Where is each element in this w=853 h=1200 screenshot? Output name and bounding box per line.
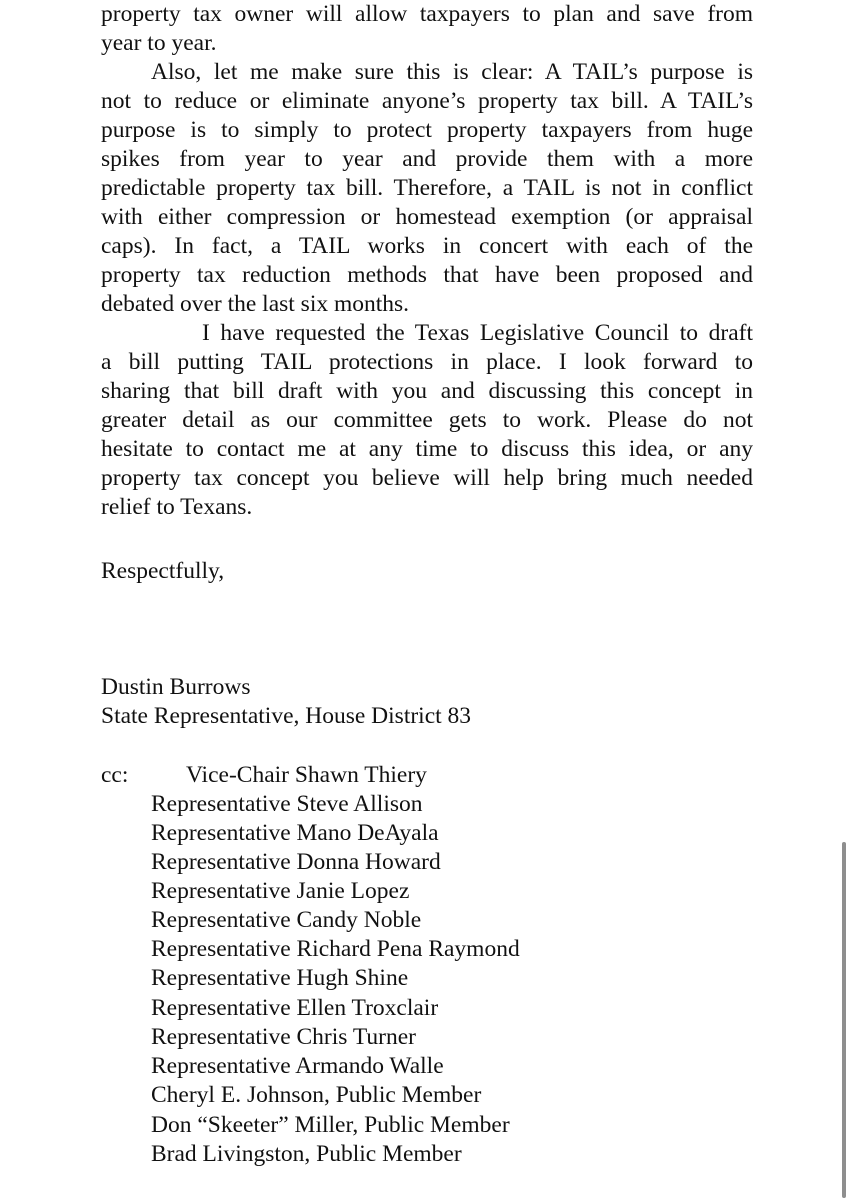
cc-recipient: Vice-Chair Shawn Thiery — [186, 762, 427, 788]
paragraph-3-line-3: sharing that bill draft with you and discussing this concept in — [101, 378, 753, 404]
paragraph-3-line-4: greater detail as our committee gets to work. Please do not — [101, 407, 753, 433]
paragraph-2-line-8: property tax reduction methods that have been proposed and — [101, 262, 753, 288]
cc-recipient: Brad Livingston, Public Member — [151, 1141, 462, 1167]
cc-label: cc: — [101, 762, 129, 788]
cc-recipient: Representative Chris Turner — [151, 1024, 416, 1050]
cc-recipient: Representative Armando Walle — [151, 1053, 444, 1079]
cc-recipient: Representative Hugh Shine — [151, 965, 409, 991]
paragraph-2-line-7: caps). In fact, a TAIL works in concert with each of the — [101, 233, 753, 259]
cc-recipient: Representative Candy Noble — [151, 907, 422, 933]
cc-recipient: Representative Richard Pena Raymond — [151, 936, 520, 962]
paragraph-2-line-1: Also, let me make sure this is clear: A TAIL’s purpose is — [151, 59, 753, 85]
paragraph-3-line-1: I have requested the Texas Legislative Council to draft — [202, 320, 753, 346]
paragraph-2-line-6: with either compression or homestead exemption (or appraisal — [101, 204, 753, 230]
signer-name: Dustin Burrows — [101, 674, 251, 700]
paragraph-1-line-1: property tax owner will allow taxpayers to plan and save from — [101, 1, 753, 27]
paragraph-3-line-2: a bill putting TAIL protections in place. I look forward to — [101, 349, 753, 375]
cc-recipient: Don “Skeeter” Miller, Public Member — [151, 1112, 510, 1138]
paragraph-2-line-9: debated over the last six months. — [101, 291, 410, 317]
paragraph-3-line-7: relief to Texans. — [101, 494, 253, 520]
cc-recipient: Representative Ellen Troxclair — [151, 995, 439, 1021]
cc-recipient: Representative Steve Allison — [151, 791, 423, 817]
signer-title: State Representative, House District 83 — [101, 703, 472, 729]
paragraph-2-line-3: purpose is to simply to protect property taxpayers from huge — [101, 117, 753, 143]
cc-recipient: Representative Mano DeAyala — [151, 820, 439, 846]
closing-salutation: Respectfully, — [101, 558, 225, 584]
paragraph-2-line-5: predictable property tax bill. Therefore, a TAIL is not in conflict — [101, 175, 753, 201]
paragraph-3-line-6: property tax concept you believe will help bring much needed — [101, 465, 753, 491]
vertical-scrollbar[interactable] — [842, 842, 846, 1198]
paragraph-2-line-2: not to reduce or eliminate anyone’s property tax bill. A TAIL’s — [101, 88, 753, 114]
cc-recipient: Representative Donna Howard — [151, 849, 441, 875]
paragraph-2-line-4: spikes from year to year and provide them with a more — [101, 146, 753, 172]
cc-recipient: Representative Janie Lopez — [151, 878, 410, 904]
cc-recipient: Cheryl E. Johnson, Public Member — [151, 1082, 482, 1108]
paragraph-1-line-2: year to year. — [101, 30, 217, 56]
paragraph-3-line-5: hesitate to contact me at any time to discuss this idea, or any — [101, 436, 753, 462]
